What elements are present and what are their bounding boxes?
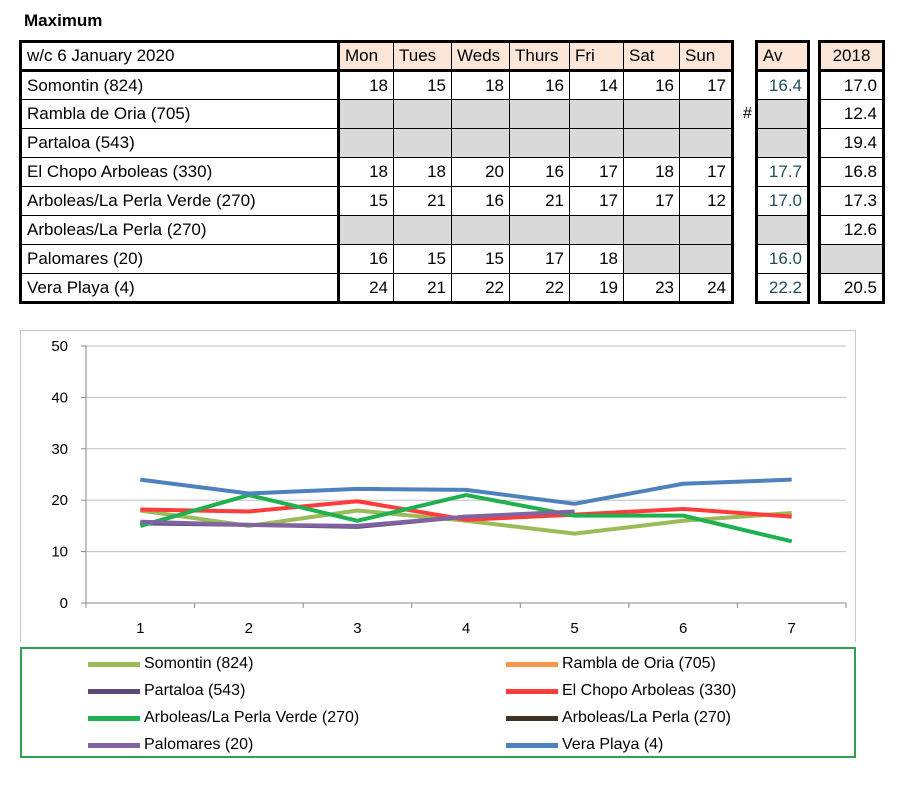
temperature-cell: [339, 216, 394, 245]
site-name: El Chopo Arboleas (330): [21, 158, 339, 187]
temperature-cell: 18: [339, 71, 394, 100]
temperature-cell: [570, 216, 624, 245]
temperature-cell: 17: [624, 187, 680, 216]
year-2018-cell: 17.0: [820, 71, 884, 100]
legend-swatch: [88, 743, 140, 748]
legend-item: [506, 707, 731, 729]
temperature-cell: [624, 245, 680, 274]
y-tick-label: 30: [51, 440, 68, 458]
temperature-cell: [394, 129, 452, 158]
week-label: w/c 6 January 2020: [21, 42, 339, 71]
table-row: [21, 216, 733, 245]
legend-swatch: [506, 689, 558, 694]
av-row: [757, 158, 809, 187]
day-header: Fri: [570, 42, 624, 71]
legend-item: [88, 680, 245, 702]
temperature-cell: 23: [624, 274, 680, 303]
temperature-cell: 16: [510, 71, 570, 100]
table-row: [21, 100, 733, 129]
temperature-cell: 18: [624, 158, 680, 187]
legend-item: [88, 707, 359, 729]
legend-swatch: [88, 689, 140, 694]
day-header: Thurs: [510, 42, 570, 71]
site-name: Palomares (20): [21, 245, 339, 274]
x-tick-label: 3: [353, 620, 362, 637]
temperature-cell: [339, 129, 394, 158]
legend-item: [88, 653, 253, 675]
table-row: [21, 71, 733, 100]
table-row: [21, 245, 733, 274]
day-header: Sat: [624, 42, 680, 71]
temperature-cell: 18: [570, 245, 624, 274]
temperature-cell: [680, 216, 733, 245]
year-2018-cell: [820, 245, 884, 274]
temperature-cell: 18: [339, 158, 394, 187]
temperature-cell: 24: [339, 274, 394, 303]
y-tick-label: 20: [51, 492, 68, 510]
av-row: [757, 71, 809, 100]
year-row: [820, 216, 884, 245]
x-tick-label: 7: [787, 620, 796, 637]
temperature-cell: 20: [452, 158, 510, 187]
legend-item: [506, 653, 716, 675]
year-row: [820, 274, 884, 303]
temperature-cell: [510, 216, 570, 245]
year-row: [820, 245, 884, 274]
y-tick-label: 50: [51, 338, 68, 355]
chart-legend: [20, 647, 856, 758]
temperature-cell: 22: [452, 274, 510, 303]
average-cell: 17.7: [757, 158, 809, 187]
temperature-cell: 15: [339, 187, 394, 216]
hash-mark: #: [743, 105, 752, 122]
legend-swatch: [506, 743, 558, 748]
temperature-cell: 24: [680, 274, 733, 303]
x-tick-label: 2: [244, 620, 254, 637]
legend-swatch: [506, 716, 558, 721]
table-row: [21, 158, 733, 187]
temperature-cell: 17: [680, 71, 733, 100]
site-name: Rambla de Oria (705): [21, 100, 339, 129]
temperature-cell: 15: [394, 245, 452, 274]
temperature-cell: 17: [570, 158, 624, 187]
year-2018-cell: 12.4: [820, 100, 884, 129]
legend-label: Palomares (20): [144, 736, 254, 753]
temperature-cell: [624, 129, 680, 158]
temperature-cell: 16: [452, 187, 510, 216]
temperature-cell: 19: [570, 274, 624, 303]
temperature-cell: 18: [394, 158, 452, 187]
average-cell: 17.0: [757, 187, 809, 216]
temperature-cell: [394, 216, 452, 245]
max-temperature-table: [19, 40, 734, 304]
year-2018-cell: 12.6: [820, 216, 884, 245]
temperature-cell: 15: [394, 71, 452, 100]
av-header: Av: [757, 42, 809, 71]
year-header-row: [820, 42, 884, 71]
temperature-cell: [680, 245, 733, 274]
temperature-cell: [680, 100, 733, 129]
sheet-title: Maximum: [24, 11, 103, 30]
temperature-cell: 21: [510, 187, 570, 216]
legend-label: El Chopo Arboleas (330): [562, 682, 737, 699]
temperature-cell: 17: [570, 187, 624, 216]
average-cell: [757, 100, 809, 129]
day-header: Mon: [339, 42, 394, 71]
av-row: [757, 129, 809, 158]
year-row: [820, 158, 884, 187]
legend-swatch: [88, 662, 140, 667]
year-row: [820, 100, 884, 129]
year-row: [820, 71, 884, 100]
temperature-cell: [510, 100, 570, 129]
temperature-cell: 16: [510, 158, 570, 187]
av-row: [757, 187, 809, 216]
table-row: [21, 129, 733, 158]
temperature-cell: [452, 129, 510, 158]
av-row: [757, 216, 809, 245]
legend-label: Partaloa (543): [144, 682, 246, 699]
temperature-cell: 12: [680, 187, 733, 216]
temperature-cell: [624, 216, 680, 245]
temperature-cell: 17: [510, 245, 570, 274]
y-tick-label: 0: [59, 595, 68, 612]
x-tick-label: 4: [461, 620, 471, 637]
temperature-cell: 21: [394, 187, 452, 216]
temperature-cell: 18: [452, 71, 510, 100]
temperature-cell: [570, 100, 624, 129]
legend-label: Vera Playa (4): [562, 736, 664, 753]
average-cell: [757, 216, 809, 245]
average-cell: 16.4: [757, 71, 809, 100]
year-2018-cell: 20.5: [820, 274, 884, 303]
temperature-cell: 15: [452, 245, 510, 274]
temperature-cell: 21: [394, 274, 452, 303]
legend-label: Arboleas/La Perla (270): [562, 709, 731, 726]
year-2018-cell: 16.8: [820, 158, 884, 187]
legend-label: Somontin (824): [144, 655, 254, 672]
temperature-cell: [510, 129, 570, 158]
temperature-cell: 22: [510, 274, 570, 303]
av-row: [757, 100, 809, 129]
site-name: Arboleas/La Perla Verde (270): [21, 187, 339, 216]
average-cell: 16.0: [757, 245, 809, 274]
year-2018-cell: 19.4: [820, 129, 884, 158]
year-2018-column: [818, 40, 885, 304]
year-row: [820, 129, 884, 158]
temperature-cell: 16: [339, 245, 394, 274]
day-header: Weds: [452, 42, 510, 71]
day-header: Tues: [394, 42, 452, 71]
av-header-row: [757, 42, 809, 71]
y-tick-label: 10: [51, 543, 68, 561]
year-header: 2018: [820, 42, 884, 71]
temperature-cell: [570, 129, 624, 158]
y-tick-label: 40: [51, 389, 68, 407]
temperature-cell: [680, 129, 733, 158]
temperature-cell: [394, 100, 452, 129]
av-row: [757, 245, 809, 274]
table-row: [21, 274, 733, 303]
temperature-cell: [452, 100, 510, 129]
table-row: [21, 187, 733, 216]
x-tick-label: 6: [678, 620, 688, 637]
site-name: Partaloa (543): [21, 129, 339, 158]
average-column: [755, 40, 810, 304]
x-tick-label: 5: [570, 620, 579, 637]
table-header-row: [21, 42, 733, 71]
temperature-cell: 16: [624, 71, 680, 100]
series-line: [140, 510, 791, 533]
average-cell: [757, 129, 809, 158]
legend-label: Arboleas/La Perla Verde (270): [144, 709, 360, 726]
legend-swatch: [506, 662, 558, 667]
site-name: Somontin (824): [21, 71, 339, 100]
line-chart: [20, 330, 856, 642]
temperature-cell: [452, 216, 510, 245]
temperature-cell: [339, 100, 394, 129]
legend-item: [88, 734, 253, 756]
temperature-cell: [624, 100, 680, 129]
site-name: Vera Playa (4): [21, 274, 339, 303]
site-name: Arboleas/La Perla (270): [21, 216, 339, 245]
year-row: [820, 187, 884, 216]
legend-item: [506, 734, 663, 756]
temperature-cell: 17: [680, 158, 733, 187]
temperature-cell: 14: [570, 71, 624, 100]
legend-item: [506, 680, 736, 702]
day-header: Sun: [680, 42, 733, 71]
av-row: [757, 274, 809, 303]
average-cell: 22.2: [757, 274, 809, 303]
year-2018-cell: 17.3: [820, 187, 884, 216]
x-tick-label: 1: [136, 620, 145, 637]
legend-label: Rambla de Oria (705): [562, 655, 716, 672]
legend-swatch: [88, 716, 140, 721]
